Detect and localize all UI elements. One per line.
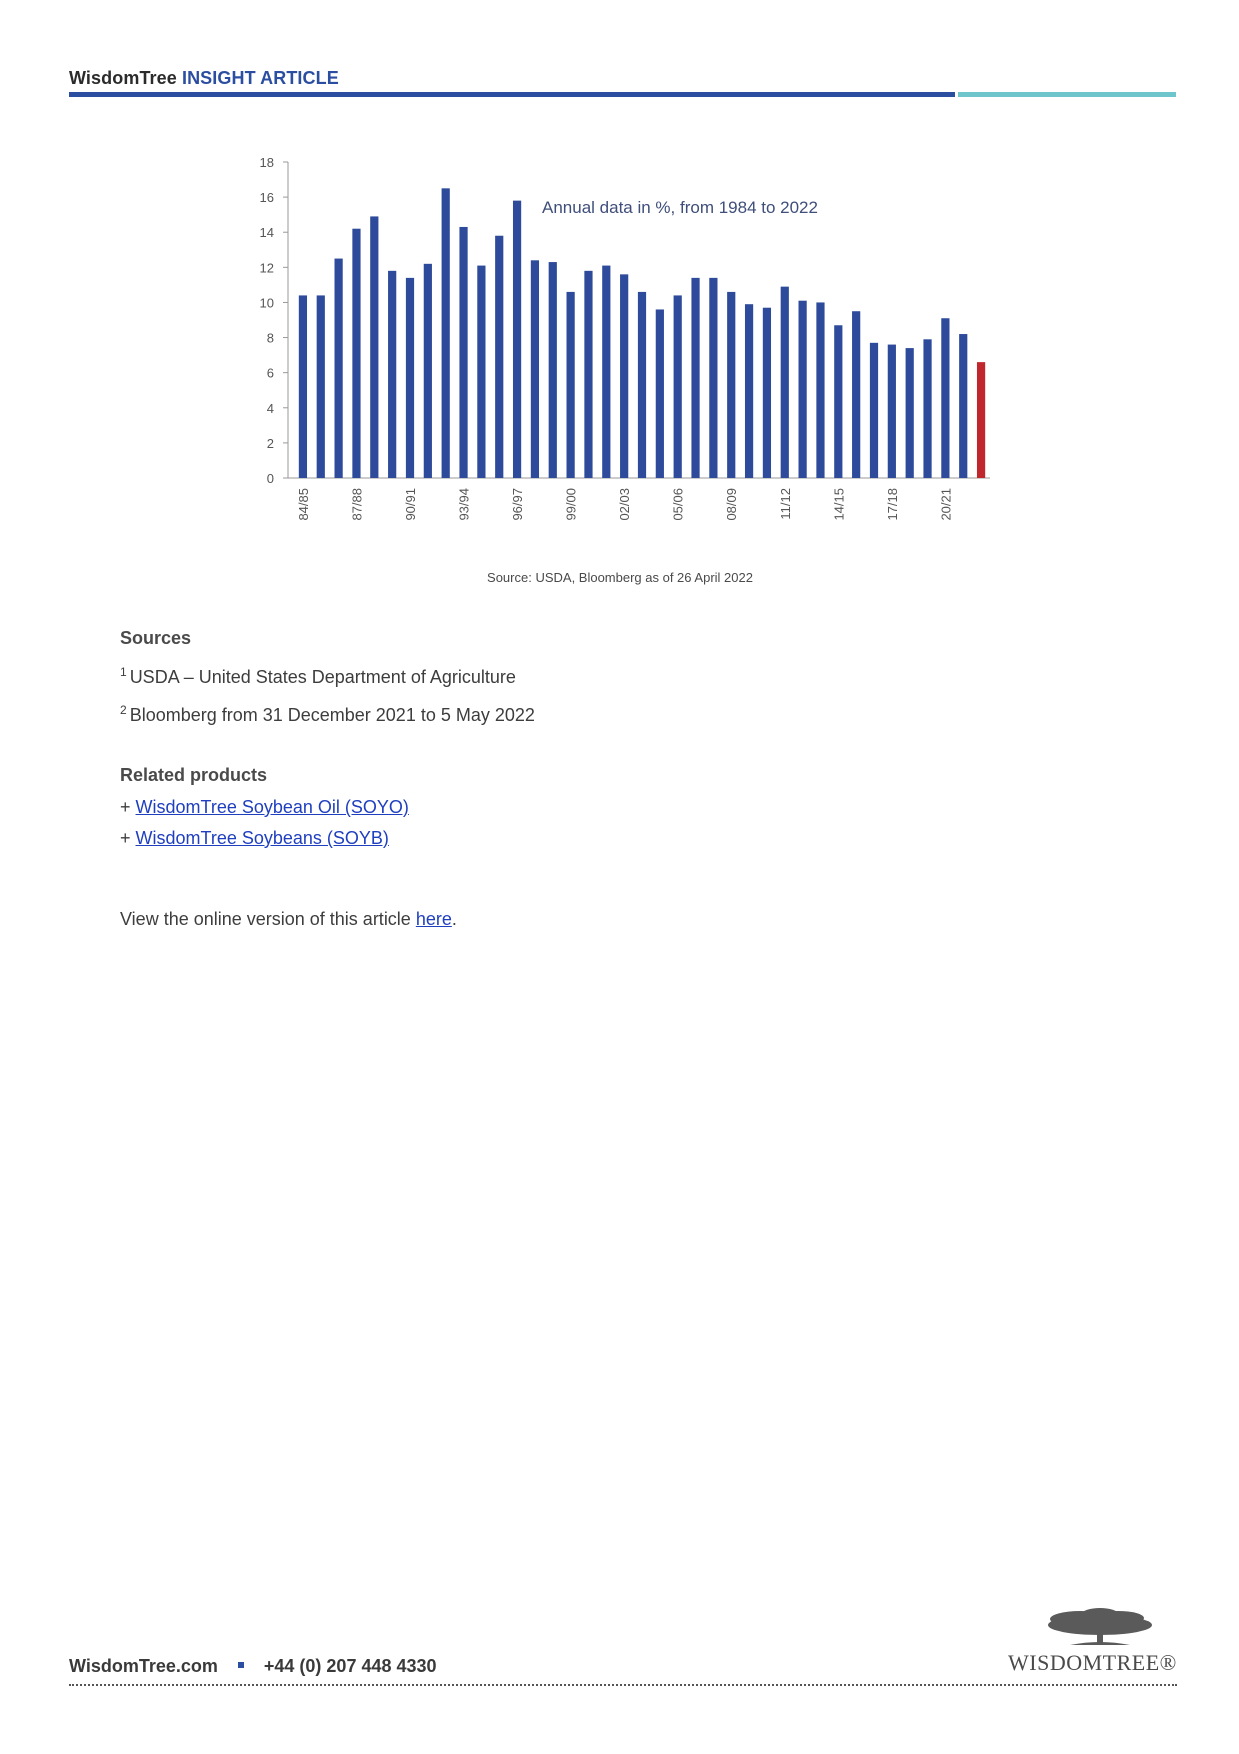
bar-89-90 — [388, 271, 396, 478]
y-tick-label: 0 — [266, 471, 274, 486]
bar-21-22 — [959, 334, 967, 478]
bar-00-01 — [584, 271, 592, 478]
x-tick-label: 96/97 — [510, 488, 526, 521]
x-tick-label: 90/91 — [403, 488, 418, 521]
online-suffix: . — [451, 909, 457, 929]
related-item-1 — [120, 797, 409, 818]
y-tick-label: 14 — [259, 225, 274, 241]
related-item-2 — [120, 828, 389, 849]
footer-separator-icon — [238, 1662, 244, 1668]
online-here-link[interactable]: here — [415, 909, 452, 929]
bar-92-93 — [442, 188, 450, 478]
bar-08-09 — [727, 292, 735, 478]
bar-19-20 — [923, 339, 931, 478]
bar-12-13 — [799, 301, 807, 478]
bar-01-02 — [602, 266, 610, 478]
online-version-line — [120, 909, 457, 930]
related-title: Related products — [120, 765, 268, 785]
bar-06-07 — [691, 278, 699, 478]
footer-dotted-rule — [69, 1684, 1177, 1686]
bar-04-05 — [656, 309, 664, 478]
bar-16-17 — [870, 343, 878, 478]
y-tick-label: 16 — [259, 190, 274, 206]
x-tick-label: 08/09 — [724, 488, 740, 521]
brand-section: INSIGHT ARTICLE — [181, 68, 339, 88]
y-tick-label: 10 — [259, 295, 274, 311]
header-rule-blue — [69, 92, 955, 97]
source-item-2 — [120, 703, 535, 726]
bar-07-08 — [709, 278, 717, 478]
brand-name: WisdomTree — [69, 68, 177, 88]
bar-99-00 — [567, 292, 575, 478]
footer-website[interactable]: WisdomTree.com — [69, 1656, 218, 1676]
bar-05-06 — [674, 295, 682, 478]
bar-93-94 — [459, 227, 467, 478]
bar-84-85 — [299, 295, 307, 478]
source-num-1: 1 — [120, 665, 127, 679]
x-tick-label: 17/18 — [884, 488, 900, 521]
y-tick-label: 12 — [259, 260, 274, 276]
bar-18-19 — [906, 348, 914, 478]
logo-wordmark: WISDOMTREE® — [1008, 1650, 1177, 1675]
bar-87-88 — [352, 229, 360, 478]
bar-95-96 — [495, 236, 503, 478]
x-tick-label: 99/00 — [563, 488, 579, 521]
x-tick-label: 93/94 — [456, 488, 472, 521]
x-tick-label: 14/15 — [831, 488, 847, 521]
bar-20-21 — [941, 318, 949, 478]
source-text-1: USDA – United States Department of Agriculture — [129, 667, 516, 687]
bar-02-03 — [620, 274, 628, 478]
bar-91-92 — [424, 264, 432, 478]
bar-86-87 — [335, 259, 343, 478]
x-tick-label: 87/88 — [349, 488, 365, 521]
bar-chart — [240, 146, 1020, 546]
y-tick-label: 2 — [266, 435, 274, 451]
bar-85-86 — [317, 295, 325, 478]
bar-98-99 — [549, 262, 557, 478]
bar-94-95 — [477, 266, 485, 478]
bar-22-23 — [977, 362, 985, 478]
bar-10-11 — [763, 308, 771, 478]
y-tick-label: 6 — [266, 365, 274, 381]
y-tick-label: 18 — [259, 155, 274, 170]
link-soybean-oil[interactable]: WisdomTree Soybean Oil (SOYO) — [135, 797, 409, 817]
bar-17-18 — [888, 345, 896, 478]
source-num-2: 2 — [120, 703, 127, 717]
bar-97-98 — [531, 260, 539, 478]
online-text: View the online version of this article — [120, 909, 416, 929]
related-prefix-1: + — [120, 797, 136, 817]
footer-phone: +44 (0) 207 448 4330 — [263, 1656, 437, 1676]
bar-03-04 — [638, 292, 646, 478]
bar-88-89 — [370, 216, 378, 478]
x-tick-label: 84/85 — [295, 488, 311, 521]
x-tick-label: 05/06 — [670, 488, 686, 521]
bar-13-14 — [816, 302, 824, 478]
chart-source: Source: USDA, Bloomberg as of 26 April 2022 — [487, 570, 753, 585]
bar-09-10 — [745, 304, 753, 478]
bar-15-16 — [852, 311, 860, 478]
y-tick-label: 8 — [266, 330, 274, 346]
bar-96-97 — [513, 201, 521, 478]
source-item-1 — [120, 665, 516, 688]
y-tick-label: 4 — [266, 400, 274, 416]
bar-11-12 — [781, 287, 789, 478]
link-soybeans[interactable]: WisdomTree Soybeans (SOYB) — [135, 828, 389, 848]
related-prefix-2: + — [120, 828, 136, 848]
sources-title: Sources — [120, 628, 192, 648]
x-tick-label: 11/12 — [777, 488, 793, 520]
header-brand — [69, 68, 339, 89]
bar-14-15 — [834, 325, 842, 478]
chart-annotation: Annual data in %, from 1984 to 2022 — [542, 198, 818, 217]
footer-contact — [69, 1656, 437, 1677]
bar-90-91 — [406, 278, 414, 478]
x-tick-label: 02/03 — [617, 488, 633, 521]
source-text-2: Bloomberg from 31 December 2021 to 5 May 2022 — [129, 705, 535, 725]
x-tick-label: 20/21 — [938, 488, 954, 521]
header-rule-teal — [958, 92, 1176, 97]
